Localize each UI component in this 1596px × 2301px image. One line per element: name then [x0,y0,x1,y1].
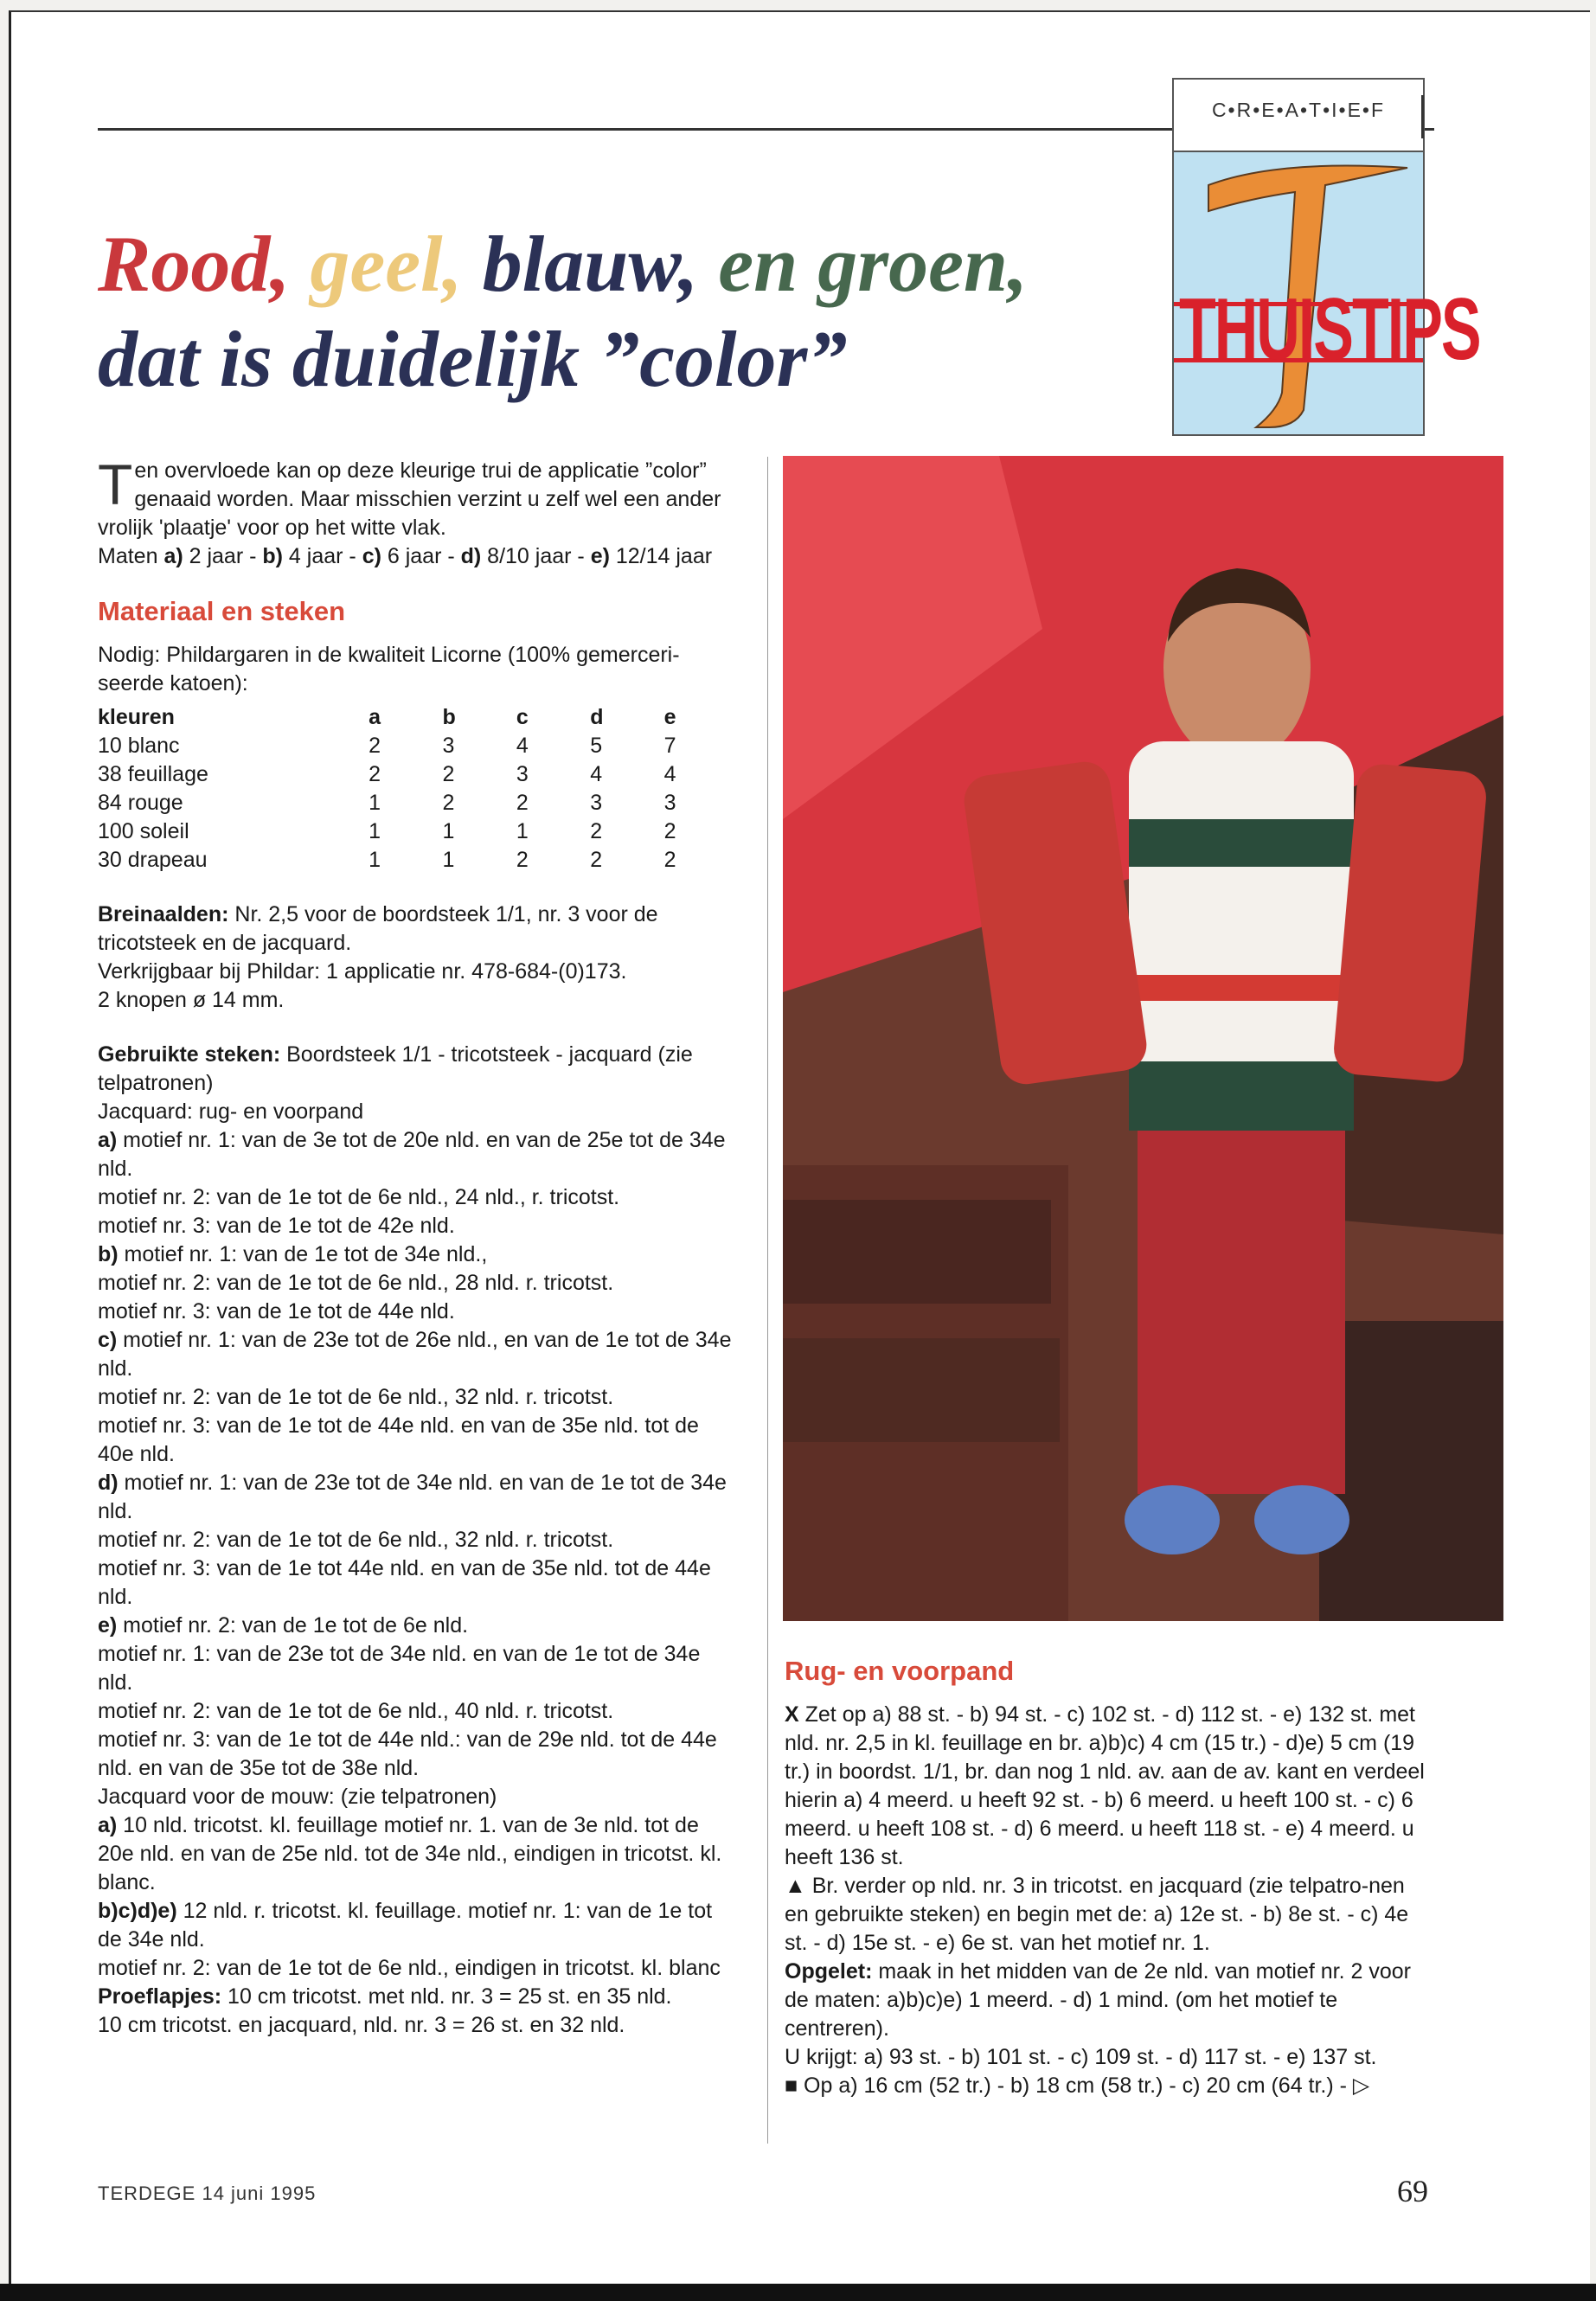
rug-voorpand-heading: Rug- en voorpand [785,1656,1015,1686]
intro-paragraph: Ten overvloede kan op deze kleurige trui de applicatie ”color” genaaid worden. Maar misschien verzint u zelf wel een ander vrolijk 'plaatje' voor op het witte vlak. [98,452,721,540]
buttons-note: 2 knopen ø 14 mm. [98,988,285,1012]
availability: Verkrijgbaar bij Phildar: 1 applicatie nr. 478-684-(0)173. [98,959,627,984]
rug-op: ■ Op a) 16 cm (52 tr.) - b) 18 cm (58 tr.) - c) 20 cm (64 tr.) - ▷ [785,2073,1370,2098]
page-number: 69 [1397,2174,1428,2208]
badge-kicker: C•R•E•A•T•I•E•F [1211,99,1386,121]
drop-cap: T [98,452,133,516]
scan-edge [0,2284,1596,2301]
rug-opgelet: Opgelet: maak in het midden van de 2e nld. van motief nr. 2 voor de maten: a)b)c)e) 1 meerd. - d) 1 mind. (om het motief te centreren). [785,1959,1411,2041]
column-divider [767,457,768,2144]
right-column [785,1657,1425,2100]
gauge: Proeflapjes: 10 cm tricotst. met nld. nr. 3 = 25 st. en 35 nld. [98,1984,672,2009]
table-row: 30 drapeau 1 1 2 2 2 [98,848,676,872]
stitches-intro: Gebruikte steken: Boordsteek 1/1 - tricotsteek - jacquard (zie telpatronen) [98,1042,693,1095]
yarn-table [98,703,738,875]
table-row: 38 feuillage 2 2 3 4 4 [98,762,676,786]
needles: Breinaalden: Nr. 2,5 voor de boordsteek 1/1, nr. 3 voor de tricotsteek en de jacquard. [98,902,658,955]
rug-p2: ▲ Br. verder op nld. nr. 3 in tricotst. en jacquard (zie telpatro-nen en gebruikte steken) en begin met de: a) 12e st. - b) 8e st. - c) 4e st. - d) 15e st. - e) 6e st. van het motief nr. 1. [785,1874,1409,1955]
rug-p1: X Zet op a) 88 st. - b) 94 st. - c) 102 st. - d) 112 st. - e) 132 st. met nld. nr. 2,5 in kl. feuillage en br. a)b)c) 4 cm (15 tr.) - d)e) 5 cm (19 tr.) in boordst. 1/1, br. dan nog 1 nld. av. aan de av. kant en verdeel hierin a) 4 meerd. u heeft 92 st. - b) 6 meerd. u heeft 100 st. - c) 6 meerd. u heeft 108 st. - d) 6 meerd. u heeft 118 st. - e) 4 meerd. u heeft 136 st. [785,1702,1425,1869]
badge-kicker-box [1174,80,1423,152]
title-word-red: Rood, [98,220,291,308]
material-needs: Nodig: Phildargaren in de kwaliteit Licorne (100% gemerceri-seerde katoen): [98,643,680,695]
creatief-thuistips-badge [1172,78,1480,436]
footer-issue: TERDEGE 14 juni 1995 [98,2182,317,2204]
material-heading: Materiaal en steken [98,596,346,626]
title-word-yellow: geel, [310,220,463,308]
title-line-2: dat is duidelijk ”color” [98,315,848,403]
table-row: 84 rouge 1 2 2 3 3 [98,791,676,815]
table-row: 10 blanc 2 3 4 5 7 [98,734,676,758]
article-title [98,216,1170,407]
yarn-table-header: kleuren a b c d e [98,705,676,729]
table-row: 100 soleil 1 1 1 2 2 [98,819,676,843]
title-word-blue: blauw, [482,220,699,308]
photo-child-in-sweater [783,456,1503,1621]
badge-word: THUISTIPS [1179,279,1480,378]
badge-tick [1421,95,1424,138]
sizes: Maten a) 2 jaar - b) 4 jaar - c) 6 jaar - d) 8/10 jaar - e) 12/14 jaar [98,544,713,568]
rug-krijgt: U krijgt: a) 93 st. - b) 101 st. - c) 109 st. - d) 117 st. - e) 137 st. [785,2045,1377,2069]
title-word-green: en groen, [718,220,1029,308]
left-column: Ten overvloede kan op deze kleurige trui de applicatie ”color” genaaid worden. Maar misschien verzint u zelf wel een ander vrolijk 'plaatje' voor op het witte vlak. Maten a) 2 jaar - b) 4 jaar - c) 6 jaar - d) 8/10 jaar - e) 12/14 jaar Materiaal en steken Nodig: Phildargaren in de kwaliteit Licorne (100% gemerceri-seerde katoen): kleuren a b c d e 10 blanc 2 3 4 5 7 38 feuillage 2 2 3 4 4 84 rouge 1 2 2 3 3 100 soleil 1 1 1 2 2 30 drapeau 1 1 2 2 2 Breinaalden: Nr. 2,5 voor de boordsteek 1/1, nr. 3 voor de tricotsteek en de jacquard. Verkrijgbaar bij Phildar: 1 applicatie nr. 478-684-(0)173. 2 knopen ø 14 mm. Gebruikte steken: Boordsteek 1/1 - tricotsteek - jacquard (zie telpatronen) Jacquard: rug- en voorpand a) motief nr. 1: van de 3e tot de 20e nld. en van de 25e tot de 34e nld. motief nr. 2: van de 1e tot de 6e nld., 24 nld., r. tricotst. motief nr. 3: van de 1e tot de 42e nld. b) motief nr. 1: van de 1e tot de 34e nld., motief nr. 2: van de 1e tot de 6e nld., 28 nld. r. tricotst. motief nr. 3: van de 1e tot de 44e nld. c) motief nr. 1: van de 23e tot de 26e nld., en van de 1e tot de 34e nld. motief nr. 2: van de 1e tot de 6e nld., 32 nld. r. tricotst. motief nr. 3: van de 1e tot de 44e nld. en van de 35e nld. tot de 40e nld. d) motief nr. 1: van de 23e tot de 34e nld. en van de 1e tot de 34e nld. motief nr. 2: van de 1e tot de 6e nld., 32 nld. r. tricotst. motief nr. 3: van de 1e tot 44e nld. en van de 35e nld. tot de 44e nld. e) motief nr. 2: van de 1e tot de 6e nld. motief nr. 1: van de 23e tot de 34e nld. en van de 1e tot de 34e nld. motief nr. 2: van de 1e tot de 6e nld., 40 nld. r. tricotst. motief nr. 3: van de 1e tot de 44e nld.: van de 29e nld. tot de 44e nld. en van de 35e tot de 38e nld. Jacquard voor de mouw: (zie telpatronen) a) 10 nld. tricotst. kl. feuillage motief nr. 1. van de 3e nld. tot de 20e nld. en van de 25e nld. tot de 34e nld., eindigen in tricotst. kl. blanc. b)c)d)e) 12 nld. r. tricotst. kl. feuillage. motief nr. 1: van de 1e tot de 34e nld. motief nr. 2: van de 1e tot de 6e nld., eindigen in tricotst. kl. blanc Proeflapjes: 10 cm tricotst. met nld. nr. 3 = 25 st. en 35 nld. 10 cm tricotst. en jacquard, nld. nr. 3 = 26 st. en 32 nld. [98,457,738,2040]
